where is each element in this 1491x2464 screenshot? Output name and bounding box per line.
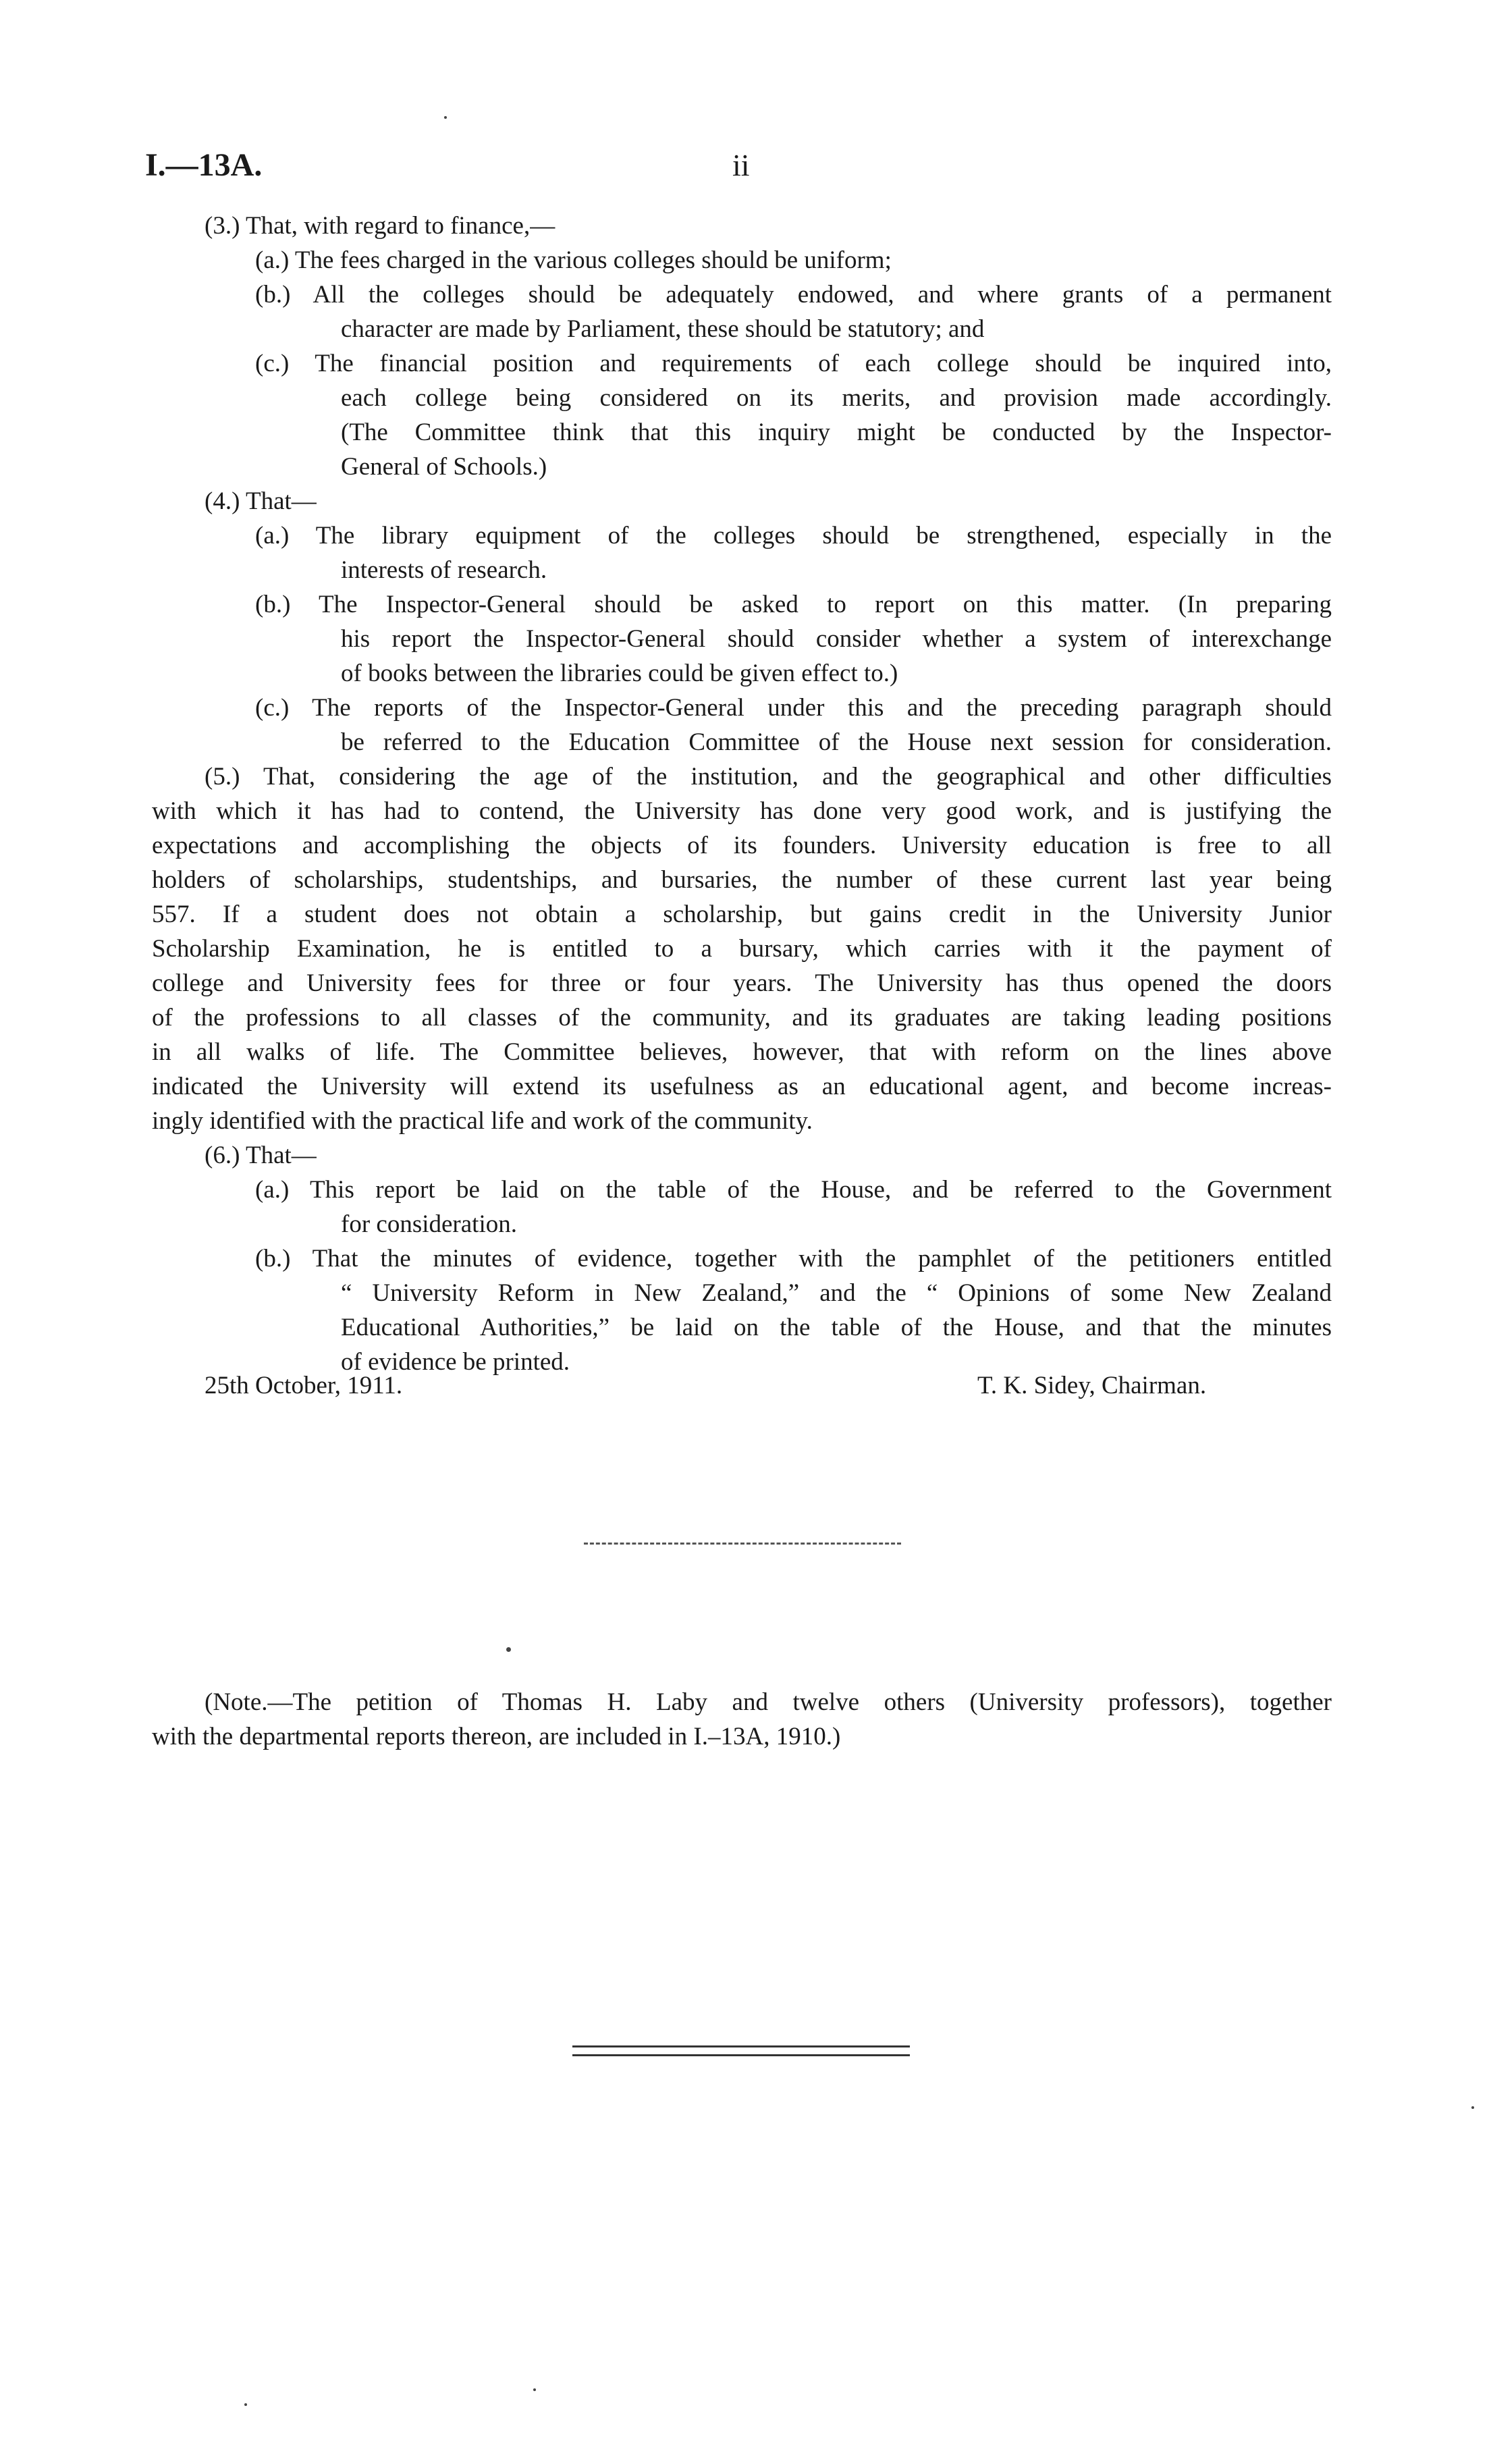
body-line: for consideration. xyxy=(341,1210,517,1238)
page-number: ii xyxy=(732,148,750,182)
chairman-signature: T. K. Sidey, Chairman. xyxy=(977,1372,1207,1399)
scan-speck xyxy=(244,2403,247,2406)
body-line: of books between the libraries could be given effect to.) xyxy=(341,660,898,687)
body-line: indicated the University will extend its usefulness as an educational agent, and become increas- xyxy=(152,1073,1332,1100)
body-line: college and University fees for three or four years. The University has thus opened the doors xyxy=(152,969,1332,997)
body-line: interests of research. xyxy=(341,556,547,584)
body-line: (b.) The Inspector-General should be asked to report on this matter. (In preparing xyxy=(255,591,1332,618)
body-line: Scholarship Examination, he is entitled to a bursary, which carries with it the payment of xyxy=(152,935,1332,963)
body-line: (c.) The reports of the Inspector-General under this and the preceding paragraph should xyxy=(255,694,1332,722)
body-line: ingly identified with the practical life and work of the community. xyxy=(152,1107,813,1135)
body-line: character are made by Parliament, these should be statutory; and xyxy=(341,315,985,343)
body-line: (6.) That— xyxy=(205,1142,317,1169)
body-line: holders of scholarships, studentships, and bursaries, the number of these current last year being xyxy=(152,866,1332,894)
body-line: each college being considered on its merits, and provision made accordingly. xyxy=(341,384,1332,412)
document-code: I.—13A. xyxy=(145,147,263,183)
body-line: (a.) This report be laid on the table of the House, and be referred to the Government xyxy=(255,1176,1332,1204)
body-line: “ University Reform in New Zealand,” and the “ Opinions of some New Zealand xyxy=(341,1279,1332,1307)
body-line: (The Committee think that this inquiry might be conducted by the Inspector- xyxy=(341,419,1332,446)
scan-speck xyxy=(444,116,447,119)
body-line: (c.) The financial position and requirements of each college should be inquired into, xyxy=(255,350,1332,377)
body-line: in all walks of life. The Committee believes, however, that with reform on the lines above xyxy=(152,1038,1332,1066)
scan-speck xyxy=(533,2388,536,2391)
note-line: with the departmental reports thereon, are included in I.–13A, 1910.) xyxy=(152,1723,841,1750)
section-divider xyxy=(584,1543,901,1545)
body-line: expectations and accomplishing the objects of its founders. University education is free to all xyxy=(152,832,1332,859)
body-line: his report the Inspector-General should consider whether a system of interexchange xyxy=(341,625,1332,653)
body-line: (4.) That— xyxy=(205,487,317,515)
note-line: (Note.—The petition of Thomas H. Laby and twelve others (University professors), together xyxy=(205,1688,1332,1716)
body-line: (5.) That, considering the age of the institution, and the geographical and other difficulties xyxy=(205,763,1332,791)
body-line: Educational Authorities,” be laid on the table of the House, and that the minutes xyxy=(341,1314,1332,1341)
end-rule xyxy=(572,2045,910,2056)
body-line: of evidence be printed. xyxy=(341,1348,570,1376)
body-line: (b.) That the minutes of evidence, together with the pamphlet of the petitioners entitled xyxy=(255,1245,1332,1273)
body-line: with which it has had to contend, the University has done very good work, and is justifying the xyxy=(152,797,1332,825)
scan-speck xyxy=(1471,2106,1474,2109)
body-line: General of Schools.) xyxy=(341,453,547,481)
body-line: of the professions to all classes of the community, and its graduates are taking leading positions xyxy=(152,1004,1332,1032)
body-line: (b.) All the colleges should be adequately endowed, and where grants of a permanent xyxy=(255,281,1332,309)
body-line: 557. If a student does not obtain a scholarship, but gains credit in the University Junior xyxy=(152,901,1332,928)
body-line: (3.) That, with regard to finance,— xyxy=(205,212,555,240)
report-date: 25th October, 1911. xyxy=(205,1372,403,1399)
body-line: (a.) The fees charged in the various colleges should be uniform; xyxy=(255,246,892,274)
body-line: be referred to the Education Committee of the House next session for consideration. xyxy=(341,728,1332,756)
scan-speck xyxy=(506,1647,511,1652)
body-line: (a.) The library equipment of the colleges should be strengthened, especially in the xyxy=(255,522,1332,550)
